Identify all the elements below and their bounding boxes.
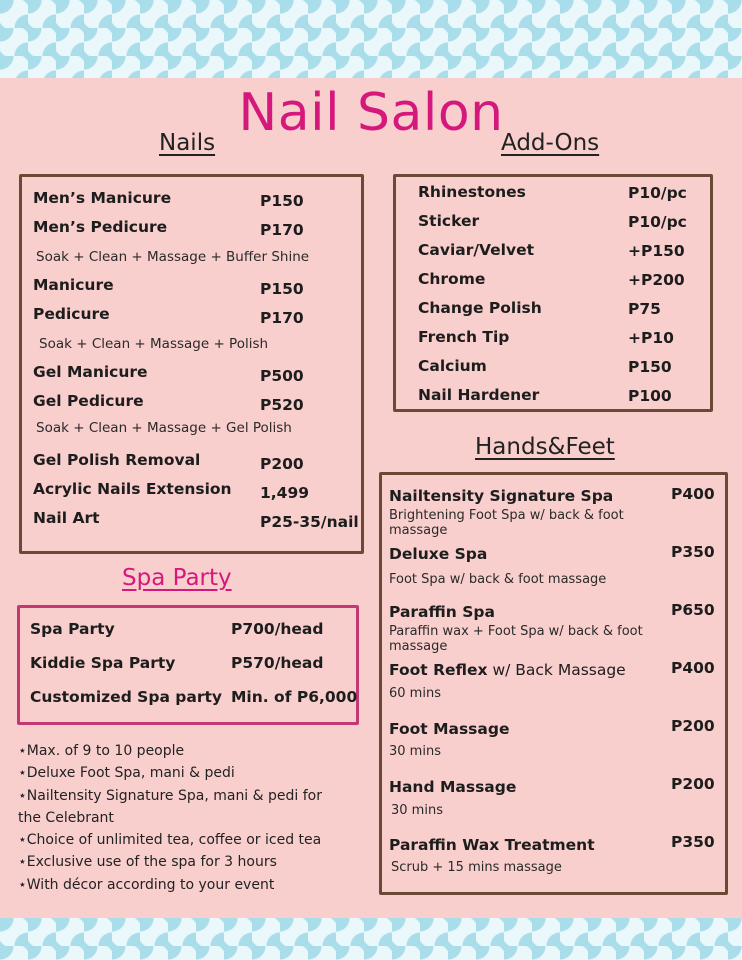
addon-item-price: +P200: [628, 271, 685, 289]
hands-feet-heading: Hands&Feet: [475, 434, 615, 460]
hands-feet-item-desc: Paraffin wax + Foot Spa w/ back & foot massage: [389, 624, 643, 654]
hands-feet-item-price: P400: [671, 485, 715, 503]
hands-feet-item-desc: 30 mins: [389, 744, 441, 759]
nails-note: Soak + Clean + Massage + Polish: [39, 336, 269, 352]
inclusion-item: ⋆Exclusive use of the spa for 3 hours: [18, 854, 277, 871]
addon-item-price: P75: [628, 300, 661, 318]
nails-item-name: Gel Manicure: [33, 363, 148, 381]
hands-feet-item-desc: Brightening Foot Spa w/ back & foot massage: [389, 508, 624, 538]
addons-box: [393, 174, 713, 412]
addon-item-price: P10/pc: [628, 184, 687, 202]
nails-heading: Nails: [159, 130, 216, 156]
nails-item-price: 1,499: [260, 484, 310, 502]
nails-item-name: Men’s Pedicure: [33, 218, 168, 236]
hands-feet-item-name: Paraffin Wax Treatment: [389, 836, 595, 854]
spa-party-item-price: Min. of P6,000: [231, 688, 358, 706]
hands-feet-item-name: Foot Reflex: [389, 661, 488, 679]
nails-item-price: P520: [260, 396, 304, 414]
addon-item-name: Change Polish: [418, 299, 542, 317]
addon-item-name: Chrome: [418, 270, 486, 288]
nails-item-price: P150: [260, 192, 304, 210]
nails-item-price: P25-35/nail: [260, 513, 359, 531]
hands-feet-item-name: Foot Massage: [389, 720, 510, 738]
inclusion-item: ⋆With décor according to your event: [18, 876, 275, 893]
addon-item-price: P10/pc: [628, 213, 687, 231]
hands-feet-item-price: P200: [671, 775, 715, 793]
nails-item-name: Gel Pedicure: [33, 392, 144, 410]
bottom-pattern-band: [0, 918, 742, 960]
nails-item-price: P150: [260, 280, 304, 298]
inclusion-item: ⋆Max. of 9 to 10 people: [18, 743, 185, 759]
nails-item-name: Men’s Manicure: [33, 189, 172, 207]
addon-item-name: Caviar/Velvet: [418, 241, 535, 259]
hands-feet-item-desc: Foot Spa w/ back & foot massage: [389, 572, 607, 587]
spa-party-item-price: P700/head: [231, 620, 324, 638]
hands-feet-item-price: P400: [671, 659, 715, 677]
nails-note: Soak + Clean + Massage + Buffer Shine: [36, 249, 310, 265]
nails-item-price: P500: [260, 367, 304, 385]
addon-item-price: +P150: [628, 242, 685, 260]
addon-item-name: Calcium: [418, 357, 487, 375]
spa-party-item-name: Customized Spa party: [30, 688, 223, 706]
hands-feet-item-price: P350: [671, 833, 715, 851]
hands-feet-item-desc: 60 mins: [389, 686, 441, 701]
nails-item-name: Nail Art: [33, 509, 100, 527]
spa-party-item-name: Spa Party: [30, 620, 115, 638]
hands-feet-item-name-extra: w/ Back Massage: [487, 661, 626, 679]
inclusion-item: ⋆Choice of unlimited tea, coffee or iced tea: [18, 832, 322, 849]
hands-feet-item-name: Deluxe Spa: [389, 545, 488, 563]
spa-party-item-price: P570/head: [231, 654, 324, 672]
addon-item-name: French Tip: [418, 328, 510, 346]
addon-item-name: Sticker: [418, 212, 480, 230]
hands-feet-item-name: Nailtensity Signature Spa: [389, 487, 614, 505]
nails-item-name: Manicure: [33, 276, 114, 294]
nails-item-name: Pedicure: [33, 305, 110, 323]
spa-party-heading: Spa Party: [122, 565, 232, 591]
spa-party-item-name: Kiddie Spa Party: [30, 654, 176, 672]
hands-feet-item-name: Hand Massage: [389, 778, 517, 796]
addon-item-name: Rhinestones: [418, 183, 526, 201]
addon-item-price: P100: [628, 387, 672, 405]
hands-feet-item-price: P650: [671, 601, 715, 619]
hands-feet-item-price: P200: [671, 717, 715, 735]
hands-feet-item-price: P350: [671, 543, 715, 561]
inclusion-item: ⋆Nailtensity Signature Spa, mani & pedi for the Celebrant: [18, 787, 322, 826]
nails-item-price: P200: [260, 455, 304, 473]
top-pattern-band: [0, 0, 742, 78]
spa-party-inclusions: [18, 740, 348, 896]
addon-item-name: Nail Hardener: [418, 386, 540, 404]
nails-item-price: P170: [260, 309, 304, 327]
addons-heading: Add-Ons: [501, 130, 600, 156]
nails-item-price: P170: [260, 221, 304, 239]
hands-feet-item-desc: Scrub + 15 mins massage: [391, 860, 562, 875]
inclusion-item: ⋆Deluxe Foot Spa, mani & pedi: [18, 765, 235, 782]
addon-item-price: P150: [628, 358, 672, 376]
nails-note: Soak + Clean + Massage + Gel Polish: [36, 420, 292, 436]
page-title: Nail Salon: [238, 83, 504, 143]
hands-feet-item-desc: 30 mins: [391, 803, 443, 818]
nails-item-name: Acrylic Nails Extension: [33, 480, 232, 498]
hands-feet-item-name-row: [389, 661, 626, 679]
nails-item-name: Gel Polish Removal: [33, 451, 201, 469]
addon-item-price: +P10: [628, 329, 674, 347]
hands-feet-item-name: Paraffin Spa: [389, 603, 495, 621]
